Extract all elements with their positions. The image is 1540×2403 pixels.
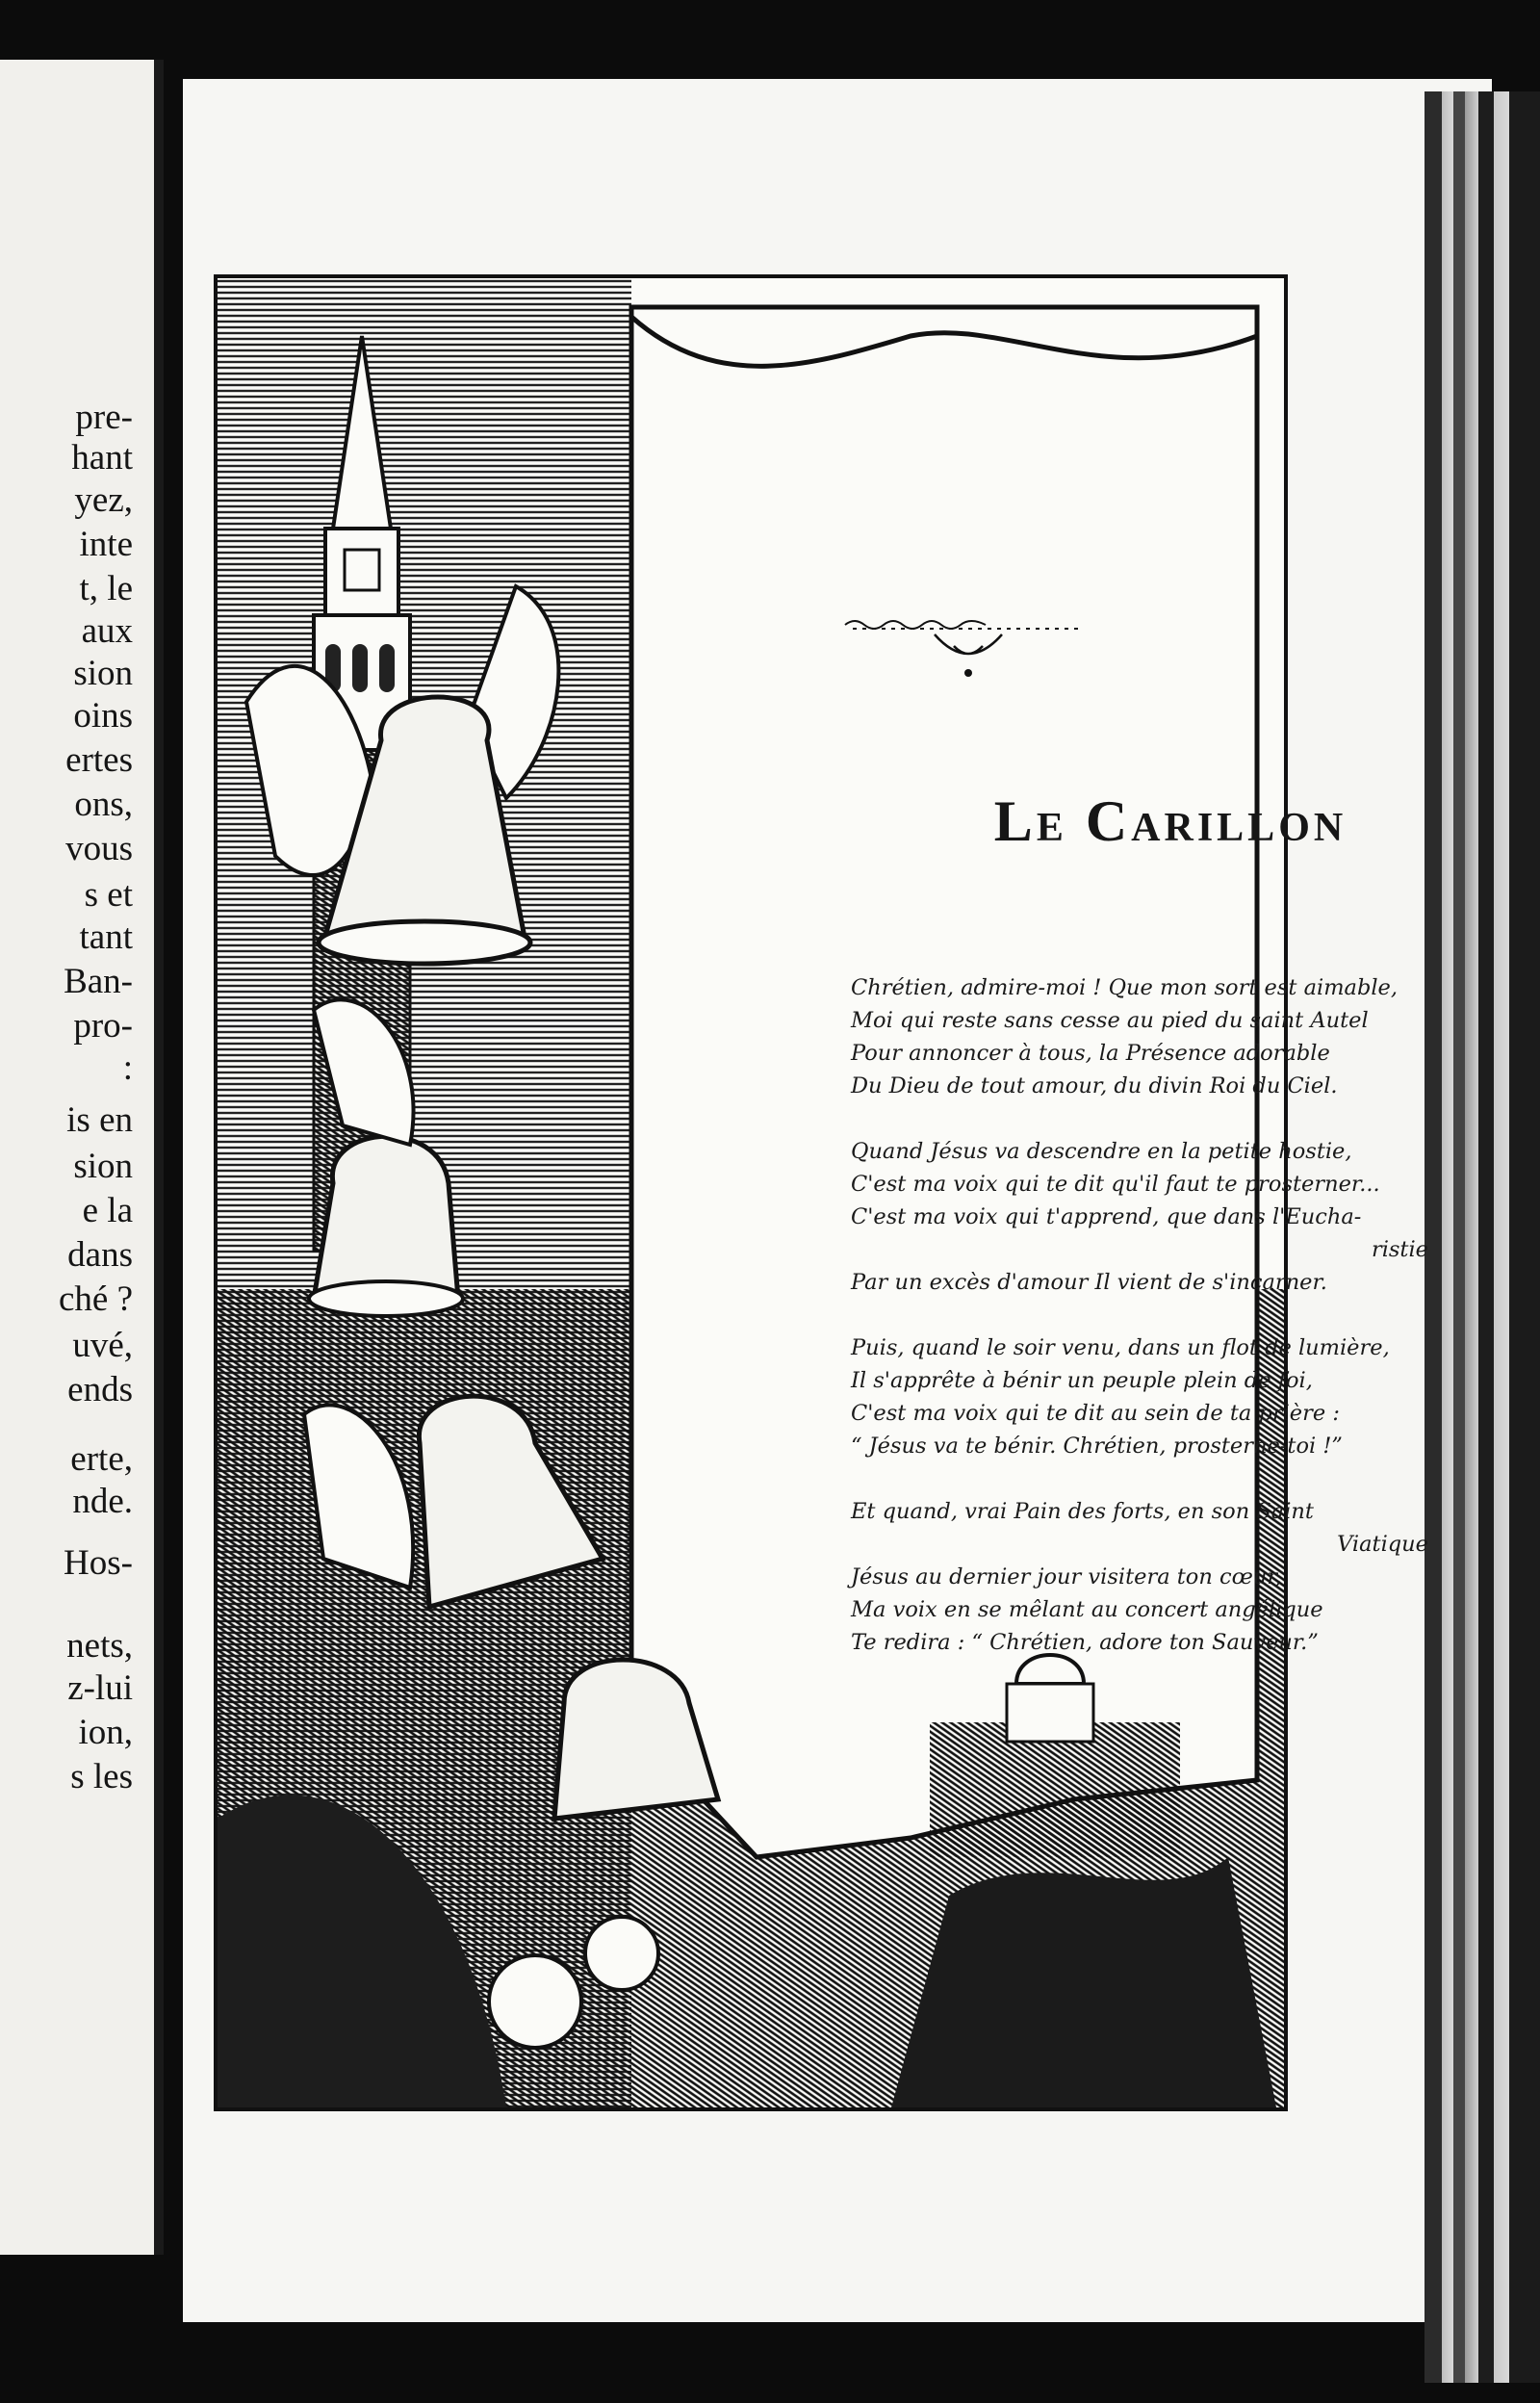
illustrated-plate — [214, 274, 1428, 2111]
left-page-line: : — [122, 1048, 133, 1088]
poem-line: C'est ma voix qui te dit qu'il faut te prosterner... — [851, 1172, 1380, 1197]
left-page-line: s et — [84, 875, 133, 915]
poem-line: Moi qui reste sans cesse au pied du saint Autel — [851, 1008, 1369, 1033]
left-page-line: oins — [73, 696, 133, 736]
poem-line: Quand Jésus va descendre en la petite hostie, — [851, 1139, 1352, 1164]
left-page-line: dans — [67, 1235, 133, 1275]
left-page-line: Hos- — [64, 1543, 133, 1583]
left-page — [0, 60, 164, 2255]
poem-line: “ Jésus va te bénir. Chrétien, prosterne-toi !” — [851, 1434, 1343, 1459]
poem-line: C'est ma voix qui t'apprend, que dans l'Eucha- — [851, 1204, 1362, 1229]
poem-line: Ma voix en se mêlant au concert angélique — [851, 1597, 1323, 1622]
closing-ornament — [843, 615, 1093, 683]
left-page-line: Ban- — [64, 962, 133, 1001]
poem-line: Par un excès d'amour Il vient de s'incarner. — [851, 1270, 1327, 1295]
left-page-line: z-lui — [67, 1668, 133, 1708]
left-page-line: ion, — [78, 1713, 133, 1752]
poem-panel — [843, 615, 1469, 2002]
left-page-line: ché ? — [58, 1279, 133, 1319]
left-page-line: sion — [73, 1147, 133, 1186]
poem-line: C'est ma voix qui te dit au sein de ta prière : — [851, 1401, 1340, 1426]
left-page-line: inte — [79, 525, 133, 564]
poem-line: Chrétien, admire-moi ! Que mon sort est aimable, — [851, 975, 1399, 1000]
left-page-line: vous — [65, 829, 133, 868]
left-page-line: pro- — [73, 1006, 133, 1046]
left-page-line: nde. — [72, 1482, 133, 1521]
left-page-line: yez, — [74, 480, 133, 520]
poem-title: Le Carillon — [993, 789, 1348, 853]
left-page-line: is en — [66, 1100, 133, 1140]
poem-line: Il s'apprête à bénir un peuple plein de foi, — [851, 1368, 1313, 1393]
poem-line: Du Dieu de tout amour, du divin Roi du Ciel. — [851, 1073, 1338, 1098]
left-page-line: hant — [71, 438, 133, 478]
left-page-line: pre- — [75, 398, 133, 437]
left-page-line: aux — [81, 611, 133, 651]
stanza-gap — [851, 1462, 1467, 1495]
poem-line: Viatique — [1337, 1532, 1428, 1557]
left-page-line: sion — [73, 654, 133, 693]
poem-line: ristie — [1371, 1237, 1428, 1262]
left-page-line: erte, — [70, 1439, 133, 1479]
left-page-line: ends — [67, 1370, 133, 1409]
poem-line: Te redira : “ Chrétien, adore ton Sauveur.” — [851, 1630, 1319, 1655]
left-page-line: e la — [82, 1191, 133, 1230]
left-page-line: s les — [70, 1757, 133, 1796]
poem-line: Puis, quand le soir venu, dans un flot de lumière, — [851, 1335, 1390, 1360]
poem-line: Pour annoncer à tous, la Présence adorable — [851, 1041, 1330, 1066]
left-page-line: ertes — [65, 740, 133, 780]
stanza-gap — [851, 1102, 1467, 1135]
left-page-line: t, le — [79, 569, 133, 608]
left-page-line: nets, — [66, 1626, 133, 1666]
left-page-line: ons, — [74, 785, 133, 824]
poem-line: Jésus au dernier jour visitera ton cœur, — [851, 1564, 1282, 1589]
left-page-line: tant — [79, 917, 133, 957]
poem-body — [851, 971, 1467, 1659]
poem-line: Et quand, vrai Pain des forts, en son Saint — [851, 1499, 1314, 1524]
left-page-line: uvé, — [72, 1326, 133, 1365]
stanza-gap — [851, 1299, 1467, 1331]
